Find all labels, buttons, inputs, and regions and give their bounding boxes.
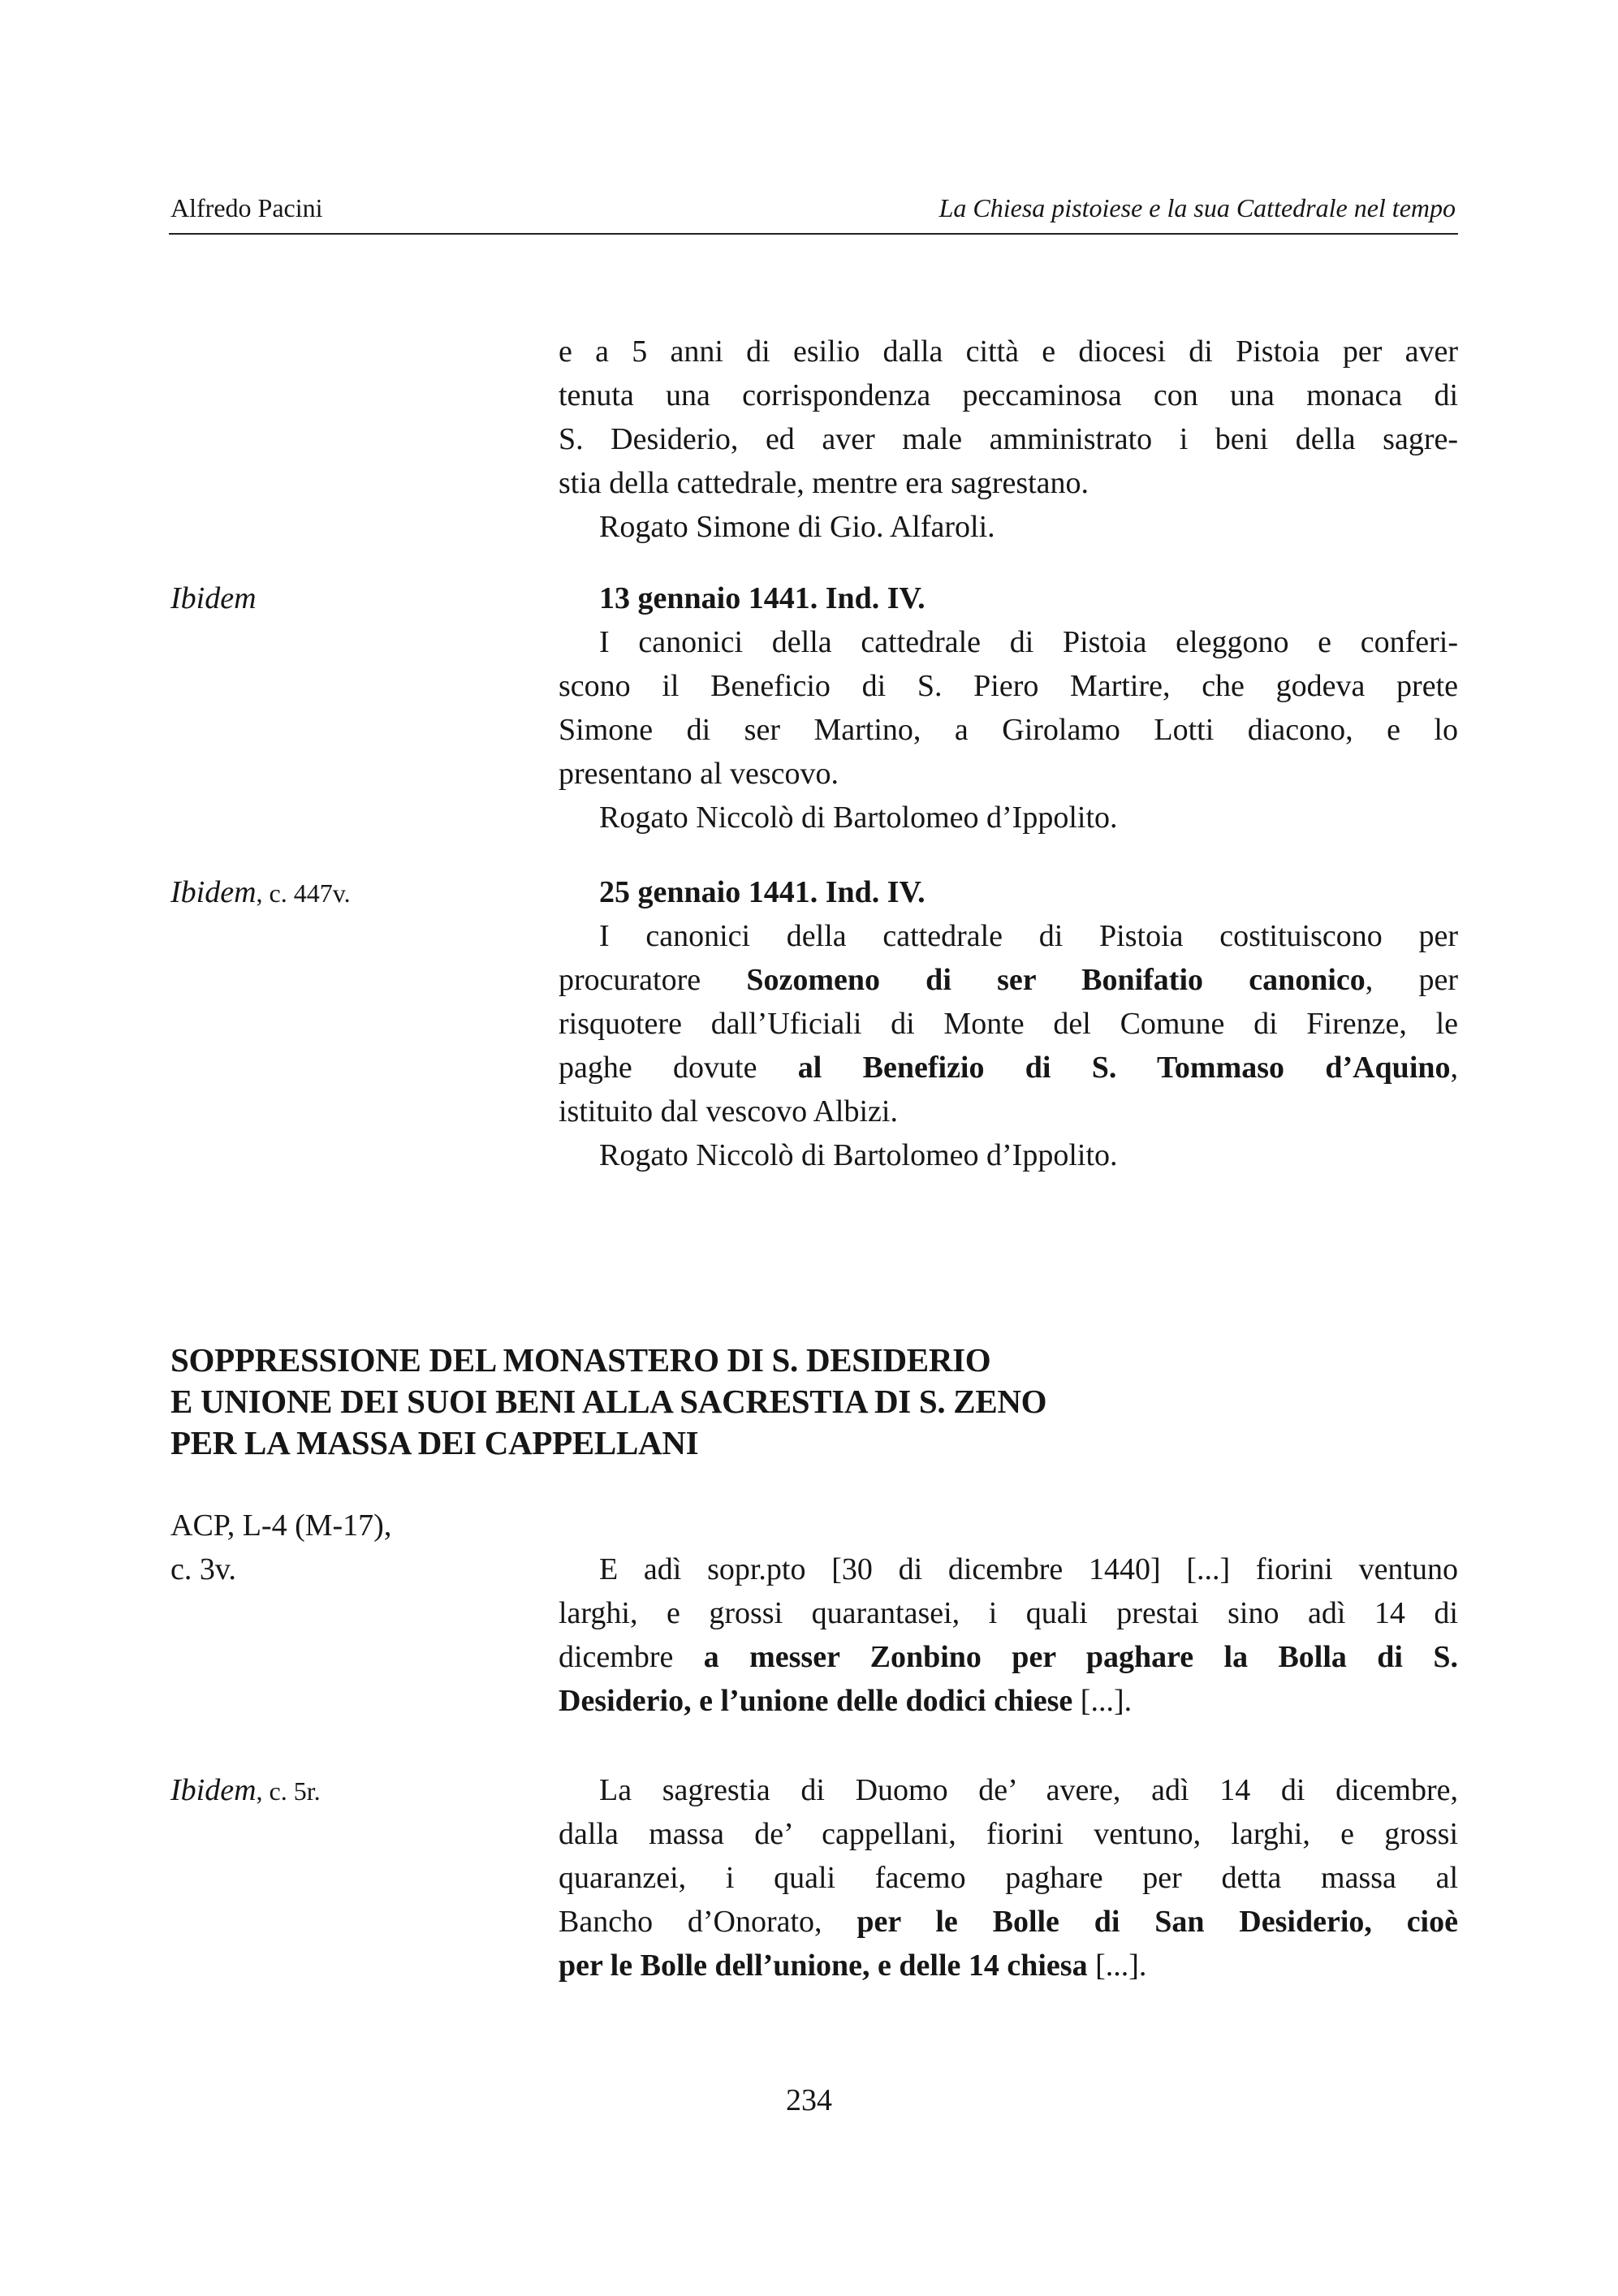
body-line: presentano al vescovo. [559, 757, 839, 791]
body-line: stia della cattedrale, mentre era sagrestano. [559, 466, 1089, 500]
margin-source: Ibidem, c. 5r. [170, 1773, 321, 1807]
body-line: tenuta una corrispondenza peccaminosa con una monaca di [559, 378, 1458, 412]
body-line: La sagrestia di Duomo de’ avere, adì 14 di dicembre, [599, 1773, 1458, 1807]
margin-source: Ibidem, c. 447v. [170, 875, 351, 909]
margin-source: ACP, L-4 (M-17), [170, 1508, 392, 1543]
body-line: I canonici della cattedrale di Pistoia costituiscono per [599, 919, 1458, 953]
body-line: Simone di ser Martino, a Girolamo Lotti diacono, e lo [559, 713, 1458, 747]
body-line: larghi, e grossi quarantasei, i quali prestai sino adì 14 di [559, 1596, 1458, 1630]
section-heading-line: PER LA MASSA DEI CAPPELLANI [170, 1424, 699, 1461]
running-header-title: La Chiesa pistoiese e la sua Cattedrale nel tempo [938, 193, 1456, 222]
rogato-line: Rogato Niccolò di Bartolomeo d’Ippolito. [599, 801, 1118, 835]
running-header-author: Alfredo Pacini [170, 193, 323, 222]
body-line: risquotere dall’Uficiali di Monte del Comune di Firenze, le [559, 1007, 1458, 1041]
body-line: per le Bolle dell’unione, e delle 14 chiesa [...]. [559, 1949, 1147, 1983]
body-line: quaranzei, i quali facemo paghare per detta massa al [559, 1861, 1458, 1895]
header-rule [169, 233, 1458, 235]
body-line: procuratore Sozomeno di ser Bonifatio canonico, per [559, 963, 1459, 997]
rogato-line: Rogato Niccolò di Bartolomeo d’Ippolito. [599, 1138, 1118, 1172]
body-line: Bancho d’Onorato, per le Bolle di San Desiderio, cioè [559, 1905, 1458, 1939]
body-line: I canonici della cattedrale di Pistoia eleggono e conferi- [599, 625, 1458, 659]
body-line: dicembre a messer Zonbino per paghare la Bolla di S. [559, 1640, 1458, 1674]
rogato-line: Rogato Simone di Gio. Alfaroli. [599, 510, 995, 544]
body-line: S. Desiderio, ed aver male amministrato i beni della sagre- [559, 422, 1458, 456]
body-line: istituito dal vescovo Albizi. [559, 1094, 898, 1129]
entry-date: 25 gennaio 1441. Ind. IV. [599, 875, 925, 909]
section-heading-line: SOPPRESSIONE DEL MONASTERO DI S. DESIDERIO [170, 1341, 991, 1379]
body-line: dalla massa de’ cappellani, fiorini ventuno, larghi, e grossi [559, 1817, 1458, 1851]
body-line: Desiderio, e l’unione delle dodici chiese [...]. [559, 1684, 1133, 1718]
body-line: e a 5 anni di esilio dalla città e diocesi di Pistoia per aver [559, 334, 1458, 369]
section-heading-line: E UNIONE DEI SUOI BENI ALLA SACRESTIA DI S. ZENO [170, 1383, 1047, 1420]
body-line: paghe dovute al Benefizio di S. Tommaso d’Aquino, [559, 1051, 1459, 1085]
margin-source: Ibidem [170, 581, 257, 615]
body-line: scono il Beneficio di S. Piero Martire, che godeva prete [559, 669, 1458, 703]
body-line: E adì sopr.pto [30 di dicembre 1440] [...] fiorini ventuno [599, 1552, 1458, 1586]
margin-source: c. 3v. [170, 1552, 236, 1586]
entry-date: 13 gennaio 1441. Ind. IV. [599, 581, 925, 615]
page-number: 234 [786, 2083, 832, 2117]
